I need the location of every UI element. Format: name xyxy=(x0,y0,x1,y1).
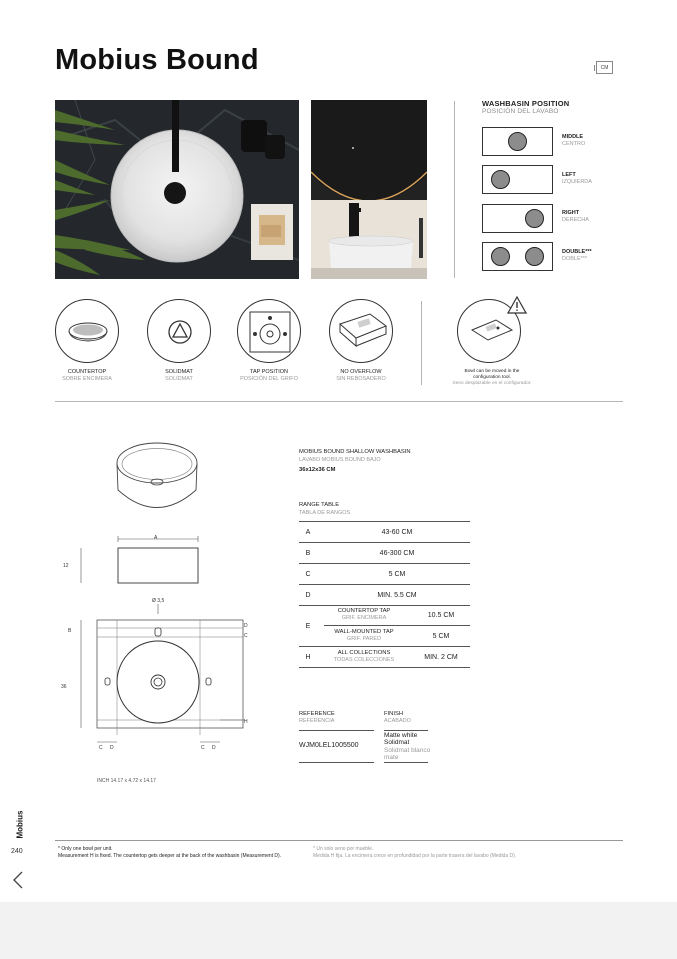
product-photo-top-view xyxy=(55,100,299,279)
dim-label-c-right: C xyxy=(201,745,205,751)
dim-label-h: H xyxy=(244,719,248,725)
range-table-title: RANGE TABLE xyxy=(299,502,340,508)
finish-value-es: Solidmat blanco mate xyxy=(384,747,431,761)
position-left-label: LEFT IZQUIERDA xyxy=(562,172,592,185)
washbasin-position-subtitle: POSICIÓN DEL LAVABO xyxy=(482,108,559,115)
product-name-es: LAVABO MOBIUS BOUND BAJO xyxy=(299,457,381,463)
finish-title: FINISH xyxy=(384,711,404,717)
range-row-letter: H xyxy=(305,654,311,661)
solidmat-icon xyxy=(147,299,211,363)
divider-vertical xyxy=(421,301,422,385)
washbasin-position-title: WASHBASIN POSITION xyxy=(482,99,570,108)
section-divider xyxy=(55,401,623,402)
range-row-value: 5 CM xyxy=(388,571,406,578)
divider-vertical xyxy=(454,101,455,278)
inch-dimensions: INCH 14.17 x 4.72 x 14.17 xyxy=(97,778,156,784)
e-wall-label: WALL-MOUNTED TAP GRIF. PARED xyxy=(334,629,394,642)
basin-dot-icon xyxy=(525,209,544,228)
dim-label-a: A xyxy=(154,535,158,541)
product-name: MOBIUS BOUND SHALLOW WASHBASIN xyxy=(299,449,411,455)
position-double-label: DOUBLE*** DOBLE*** xyxy=(562,249,592,262)
reference-code: WJM0LEL1005500 xyxy=(299,742,359,749)
marble-basin-photo xyxy=(55,100,299,279)
h-all-label: ALL COLLECTIONS TODAS COLECCIONES xyxy=(333,650,395,663)
range-row-letter: C xyxy=(305,571,311,578)
product-photo-front-view xyxy=(311,100,427,279)
position-right-box xyxy=(482,204,553,233)
basin-dot-icon xyxy=(491,247,510,266)
reference-title: REFERENCE xyxy=(299,711,335,717)
dim-label-d-left: D xyxy=(110,745,114,751)
footnote-en: * Only one bowl per unit. Measurement H is fixed. The countertop gets deeper at the back of the washbasin (Measurement D). xyxy=(58,846,282,859)
dim-label-depth: 36 xyxy=(61,684,67,690)
range-row-value: 46-300 CM xyxy=(379,550,415,557)
dim-label-c-left: C xyxy=(99,745,103,751)
range-row-letter: A xyxy=(305,529,311,536)
range-row-letter: E xyxy=(305,623,311,630)
chevron-left-icon[interactable] xyxy=(12,871,24,889)
basin-dot-icon xyxy=(525,247,544,266)
tap-position-icon xyxy=(237,299,301,363)
position-left-box xyxy=(482,165,553,194)
e-countertop-value: 10.5 CM xyxy=(427,612,455,619)
solidmat-caption: SOLIDMAT SOLIDMAT xyxy=(165,369,193,382)
unit-badge: CM xyxy=(596,61,613,74)
position-middle-label: MIDDLE CENTRO xyxy=(562,134,586,147)
product-size: 36x12x36 CM xyxy=(299,467,336,473)
finish-value: Matte white Solidmat xyxy=(384,732,418,746)
basin-dot-icon xyxy=(491,170,510,189)
footer-divider xyxy=(55,840,623,841)
page-number: 240 xyxy=(11,848,23,855)
basin-dot-icon xyxy=(508,132,527,151)
h-all-value: MIN. 2 CM xyxy=(424,654,458,661)
range-table-subtitle: TABLA DE RANGOS xyxy=(299,510,351,516)
dim-label-b-side: B xyxy=(68,628,72,634)
warning-triangle-icon xyxy=(507,296,527,314)
side-collection-label: Mobius xyxy=(15,810,25,839)
range-row-letter: D xyxy=(305,592,311,599)
position-double-box xyxy=(482,242,553,271)
reference-subtitle: REFERENCIA xyxy=(299,718,335,724)
dim-label-c: C xyxy=(244,633,248,639)
dim-label-d: D xyxy=(244,623,248,629)
side-label-wrapper xyxy=(10,810,30,840)
range-row-letter: B xyxy=(305,550,311,557)
footnote-es: * Un solo seno por mueble. Medida H fija. La encimera crece en profundidad por la parte trasera del lavabo (Medida D). xyxy=(313,846,517,859)
dim-label-hole: Ø 3,5 xyxy=(152,598,165,604)
e-wall-value: 5 CM xyxy=(432,633,450,640)
no-overflow-icon xyxy=(329,299,393,363)
configurator-caption: Bowl can be moved in the configuration tool. Seno desplazable en el configurador. xyxy=(452,369,532,386)
dim-label-height: 12 xyxy=(63,563,69,569)
countertop-caption: COUNTERTOP SOBRE ENCIMERA xyxy=(62,369,112,382)
no-overflow-caption: NO OVERFLOW SIN REBOSADERO xyxy=(336,369,386,382)
e-countertop-label: COUNTERTOP TAP GRIF. ENCIMERA xyxy=(337,608,391,621)
finish-subtitle: ACABADO xyxy=(384,718,411,724)
countertop-icon xyxy=(55,299,119,363)
range-row-value: MIN. 5.5 CM xyxy=(377,592,417,599)
position-right-label: RIGHT DERECHA xyxy=(562,210,589,223)
position-middle-box xyxy=(482,127,553,156)
mirror-basin-photo xyxy=(311,100,427,279)
technical-drawing xyxy=(55,430,255,790)
page-title: Mobius Bound xyxy=(55,44,259,76)
tap-position-caption: TAP POSITION POSICIÓN DEL GRIFO xyxy=(240,369,298,382)
dim-label-d-right: D xyxy=(212,745,216,751)
range-row-value: 43-60 CM xyxy=(381,529,413,536)
